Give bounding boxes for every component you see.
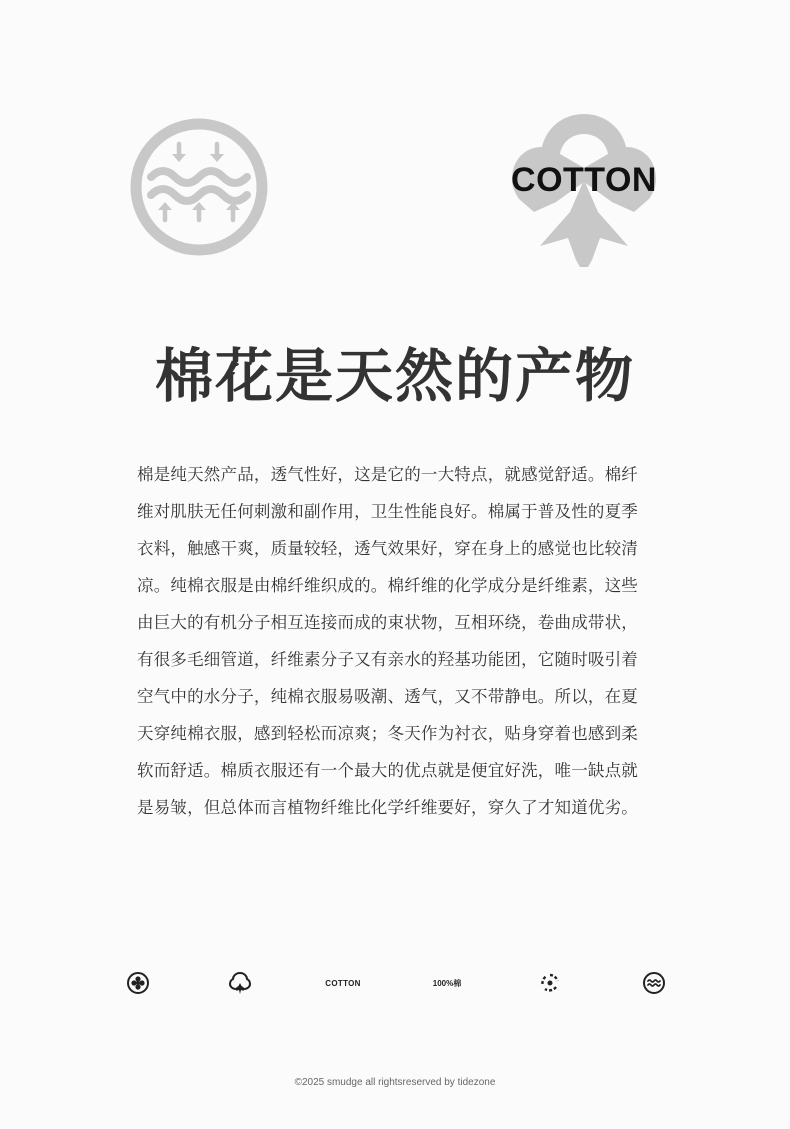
page-title: 棉花是天然的产物: [154, 342, 635, 410]
body-line: 有很多毛细管道，纤维素分子又有亲水的羟基功能团，它随时吸引着: [137, 650, 638, 669]
cotton-flower-badge-icon: [126, 969, 150, 997]
cotton-wordmark: COTTON: [511, 161, 657, 199]
body-line: 空气中的水分子，纯棉衣服易吸潮、透气，又不带静电。所以，在夏: [137, 687, 638, 706]
wave-badge-icon: [642, 969, 666, 997]
body-line: 软而舒适。棉质衣服还有一个最大的优点就是便宜好洗，唯一缺点就: [137, 761, 638, 780]
cotton-logo: [508, 112, 660, 270]
cotton-mini-wordmark: COTTON: [325, 978, 361, 988]
body-line: 是易皱，但总体而言植物纤维比化学纤维要好，穿久了才知道优劣。: [137, 798, 638, 817]
breathable-cotton-icon: [129, 117, 269, 257]
organic-cotton-recycle-icon: [538, 969, 562, 997]
body-line: 天穿纯棉衣服，感到轻松而凉爽；冬天作为衬衣，贴身穿着也感到柔: [137, 724, 638, 743]
body-line: 凉。纯棉衣服是由棉纤维织成的。棉纤维的化学成分是纤维素，这些: [137, 576, 638, 595]
body-line: 维对肌肤无任何刺激和副作用，卫生性能良好。棉属于普及性的夏季: [137, 502, 638, 521]
percent-cotton-label: 100%棉: [432, 978, 462, 988]
body-line: 棉是纯天然产品，透气性好，这是它的一大特点，就感觉舒适。棉纤: [137, 465, 638, 484]
body-line: 由巨大的有机分子相互连接而成的束状物，互相环绕，卷曲成带状，: [137, 613, 638, 632]
body-line: 衣料，触感干爽，质量较轻，透气效果好，穿在身上的感觉也比较清: [137, 539, 638, 558]
body-paragraph: [137, 456, 657, 826]
bottom-icon-row: [0, 969, 790, 997]
copyright-footer: ©2025 smudge all rightsreserved by tidezone: [294, 1077, 496, 1088]
cotton-tree-outline-icon: [228, 969, 252, 997]
